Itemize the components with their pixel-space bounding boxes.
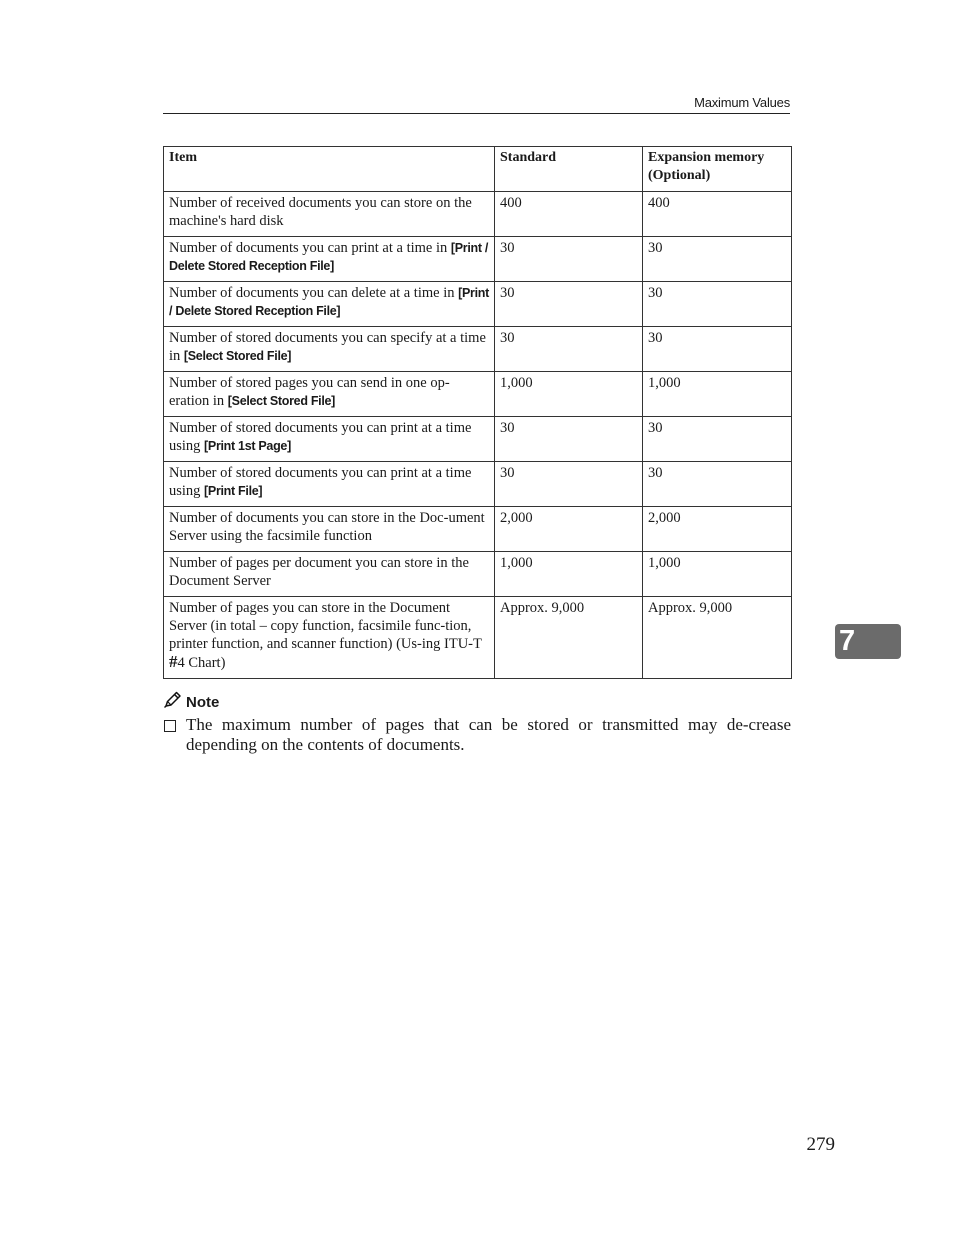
row-standard: 30 xyxy=(495,417,643,462)
header-item: Item xyxy=(164,147,495,192)
row-standard: 1,000 xyxy=(495,372,643,417)
row-standard: 2,000 xyxy=(495,507,643,552)
checkbox-bullet-icon xyxy=(164,720,176,732)
table-row xyxy=(164,462,792,507)
header-expansion: Expansion memory (Optional) xyxy=(643,147,792,192)
row-standard: 1,000 xyxy=(495,552,643,597)
maximum-values-table xyxy=(163,146,792,679)
row-expansion: 30 xyxy=(643,462,792,507)
row-item: Number of documents you can store in the Doc-ument Server using the facsimile function xyxy=(164,507,495,552)
key-label: [Print File] xyxy=(204,484,263,498)
key-label: [Select Stored File] xyxy=(227,394,336,408)
running-head: Maximum Values xyxy=(163,95,790,114)
row-expansion: 30 xyxy=(643,237,792,282)
row-expansion: 2,000 xyxy=(643,507,792,552)
row-expansion: 30 xyxy=(643,417,792,462)
table-row xyxy=(164,282,792,327)
table-row xyxy=(164,327,792,372)
row-item: Number of documents you can print at a time in [Print / Delete Stored Reception File] xyxy=(164,237,495,282)
row-standard: 30 xyxy=(495,282,643,327)
row-standard: 30 xyxy=(495,462,643,507)
pencil-icon xyxy=(163,691,182,713)
note-title: Note xyxy=(186,693,220,711)
row-item: Number of pages per document you can store in the Document Server xyxy=(164,552,495,597)
row-item: Number of stored documents you can print at a time using [Print 1st Page] xyxy=(164,417,495,462)
note-heading xyxy=(163,690,219,714)
hash-symbol: # xyxy=(169,652,178,671)
row-expansion: 30 xyxy=(643,327,792,372)
header-standard: Standard xyxy=(495,147,643,192)
note-item xyxy=(163,715,791,755)
row-expansion: 1,000 xyxy=(643,372,792,417)
row-standard: Approx. 9,000 xyxy=(495,597,643,679)
row-item: Number of stored documents you can print at a time using [Print File] xyxy=(164,462,495,507)
row-expansion: 400 xyxy=(643,192,792,237)
table-header-row xyxy=(164,147,792,192)
row-item: Number of stored pages you can send in one op-eration in [Select Stored File] xyxy=(164,372,495,417)
row-item: Number of documents you can delete at a time in [Print / Delete Stored Reception File] xyxy=(164,282,495,327)
table-row xyxy=(164,237,792,282)
row-standard: 30 xyxy=(495,237,643,282)
key-label: [Select Stored File] xyxy=(183,349,292,363)
note-text: The maximum number of pages that can be stored or transmitted may de-crease depending on the contents of documents. xyxy=(186,715,791,754)
table-row xyxy=(164,417,792,462)
key-label: [Print 1st Page] xyxy=(204,439,291,453)
row-standard: 400 xyxy=(495,192,643,237)
row-item: Number of stored documents you can specify at a time in [Select Stored File] xyxy=(164,327,495,372)
table-row xyxy=(164,372,792,417)
row-expansion: 30 xyxy=(643,282,792,327)
row-expansion: Approx. 9,000 xyxy=(643,597,792,679)
row-item: Number of received documents you can store on the machine's hard disk xyxy=(164,192,495,237)
key-label: [Print / Delete Stored Reception File] xyxy=(169,241,489,273)
row-standard: 30 xyxy=(495,327,643,372)
table-row xyxy=(164,192,792,237)
table-row xyxy=(164,507,792,552)
table-row xyxy=(164,597,792,679)
row-expansion: 1,000 xyxy=(643,552,792,597)
page-number: 279 xyxy=(806,1134,835,1155)
table-row xyxy=(164,552,792,597)
chapter-tab: 7 xyxy=(835,624,901,659)
row-item: Number of pages you can store in the Document Server (in total – copy function, facsimile func-tion, printer function, and scanner function) (Us-ing ITU-T #4 Chart) xyxy=(164,597,495,679)
key-label: [Print / Delete Stored Reception File] xyxy=(169,286,489,318)
